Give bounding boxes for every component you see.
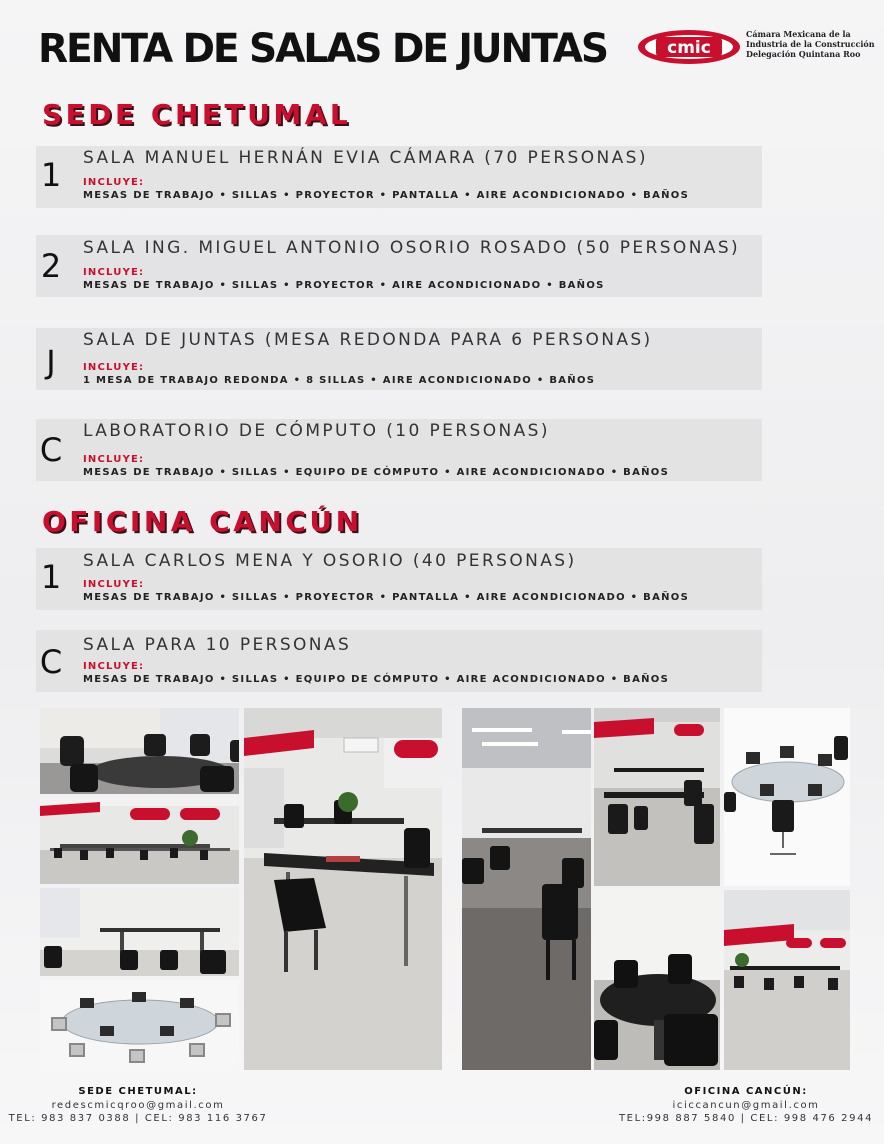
room-name: SALA PARA 10 PERSONAS (83, 635, 352, 655)
room-row (36, 328, 762, 390)
room-marker: C (39, 431, 63, 469)
includes-label: INCLUYE: (83, 177, 145, 188)
footer-phone: TEL: 983 837 0388 | CEL: 983 116 3767 (8, 1113, 268, 1124)
org-line: Delegación Quintana Roo (746, 49, 861, 59)
amenities: MESAS DE TRABAJO • SILLAS • PROYECTOR • AIRE ACONDICIONADO • BAÑOS (83, 280, 605, 291)
amenities: MESAS DE TRABAJO • SILLAS • EQUIPO DE CÓMPUTO • AIRE ACONDICIONADO • BAÑOS (83, 467, 670, 478)
page-title: RENTA DE SALAS DE JUNTAS (38, 26, 607, 72)
footer-phone: TEL:998 887 5840 | CEL: 998 476 2944 (618, 1113, 874, 1124)
room-marker: 2 (40, 247, 62, 285)
org-line: Industria de la Construcción (746, 39, 875, 49)
room-name: SALA ING. MIGUEL ANTONIO OSORIO ROSADO (50 PERSONAS) (83, 238, 741, 258)
footer-email[interactable]: iciccancun@gmail.com (672, 1100, 820, 1111)
cmic-logo (636, 27, 742, 67)
photo-round-table (40, 708, 239, 794)
footer-title: OFICINA CANCÚN: (684, 1086, 808, 1097)
room-row (36, 419, 762, 481)
photo-cancun-hall (594, 708, 720, 886)
photo-cancun-room (462, 708, 591, 1070)
includes-label: INCLUYE: (83, 661, 145, 672)
room-name: SALA MANUEL HERNÁN EVIA CÁMARA (70 PERSONAS) (83, 148, 648, 168)
section-title-cancun: OFICINA CANCÚN (42, 505, 363, 538)
room-name: LABORATORIO DE CÓMPUTO (10 PERSONAS) (83, 421, 550, 441)
includes-label: INCLUYE: (83, 267, 145, 278)
photo-cancun-meeting-hall (724, 890, 850, 1070)
amenities: MESAS DE TRABAJO • SILLAS • PROYECTOR • PANTALLA • AIRE ACONDICIONADO • BAÑOS (83, 592, 690, 603)
room-name: SALA DE JUNTAS (MESA REDONDA PARA 6 PERSONAS) (83, 330, 653, 350)
footer-chetumal (0, 1086, 276, 1124)
photo-training-room (40, 888, 239, 976)
room-marker: 1 (40, 156, 62, 194)
room-marker: 1 (40, 558, 62, 596)
includes-label: INCLUYE: (83, 362, 145, 373)
amenities: MESAS DE TRABAJO • SILLAS • EQUIPO DE CÓMPUTO • AIRE ACONDICIONADO • BAÑOS (83, 674, 670, 685)
photo-cancun-round-table (594, 890, 720, 1070)
logo-text: cmic (667, 38, 711, 58)
photo-cancun-computer-lab (724, 708, 850, 886)
room-row (36, 548, 762, 610)
org-line: Cámara Mexicana de la (746, 29, 851, 39)
footer-title: SEDE CHETUMAL: (78, 1086, 198, 1097)
photo-meeting-hall (40, 798, 239, 884)
photo-computer-lab-table (40, 980, 239, 1070)
footer-email[interactable]: redescmicqroo@gmail.com (51, 1100, 225, 1111)
includes-label: INCLUYE: (83, 579, 145, 590)
room-name: SALA CARLOS MENA Y OSORIO (40 PERSONAS) (83, 551, 577, 571)
includes-label: INCLUYE: (83, 454, 145, 465)
org-name (746, 29, 882, 59)
room-marker: C (39, 643, 63, 681)
section-title-chetumal: SEDE CHETUMAL (42, 98, 352, 131)
room-row (36, 630, 762, 692)
photo-chetumal-room (244, 708, 442, 1070)
room-row (36, 235, 762, 297)
room-row (36, 146, 762, 208)
amenities: 1 MESA DE TRABAJO REDONDA • 8 SILLAS • AIRE ACONDICIONADO • BAÑOS (83, 375, 596, 386)
amenities: MESAS DE TRABAJO • SILLAS • PROYECTOR • PANTALLA • AIRE ACONDICIONADO • BAÑOS (83, 190, 690, 201)
room-marker: J (46, 343, 56, 381)
footer-cancun (608, 1086, 884, 1124)
